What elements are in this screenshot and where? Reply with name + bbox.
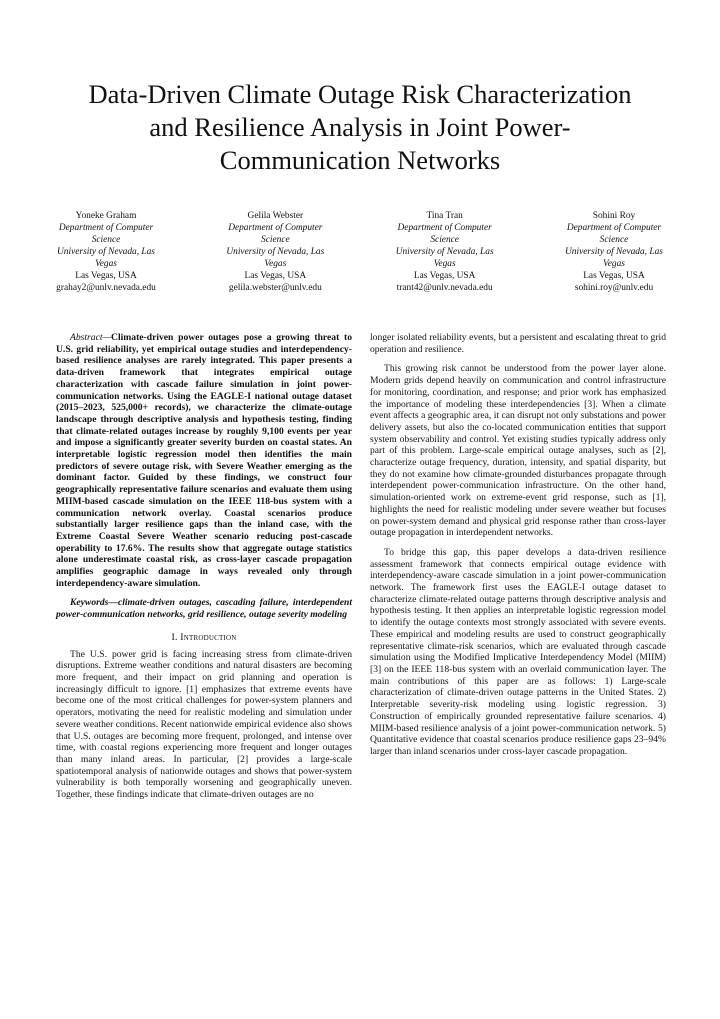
author-email: grahay2@unlv.nevada.edu [56,283,156,293]
section-title: Introduction [180,631,237,643]
author-block [26,210,694,294]
author-email: sohini.roy@unlv.edu [574,283,654,293]
author-department: Department of Computer [228,223,323,233]
section-numeral: I. [171,631,181,643]
author-card [534,210,694,294]
author-university: Vegas [264,259,287,269]
author-card [26,210,186,294]
author-department: Science [430,235,459,245]
author-department: Science [91,235,121,245]
paper-title [40,78,680,177]
author-email: trant42@unlv.nevada.edu [396,283,493,293]
author-department: Department of Computer [566,223,662,233]
intro-paragraph: The U.S. power grid is facing increasing stress from climate-driven disruptions. Extreme weather conditions and natural disasters are becoming more frequent, and their impact on grid planning and operation is increasingly difficult to ignore. [1] emphasizes that extreme events have become one of the most critical challenges for power-system planners and operators, motivating the need for realistic modeling and simulation under severe weather conditions. Recent nationwide empirical evidence also shows that U.S. outages are becoming more frequent, prolonged, and intense over time, with coastal regions experiencing more frequent and longer outages than many inland areas. In particular, [2] provides a large-scale spatiotemporal analysis of nationwide outages and shows that power-system vulnerability is both temporally worsening and geographically uneven. Together, these findings indicate that climate-driven outages are no [56,648,352,801]
author-location: Las Vegas, USA [244,271,307,281]
author-department: Science [261,235,290,245]
intro-paragraph: This growing risk cannot be understood from the power layer alone. Modern grids depend heavily on communication and control infrastructure for monitoring, coordination, and response; and prior work has emphasized the importance of modeling these interdependencies [3]. When a climate event affects a geographic area, it can disrupt not only substations and power delivery assets, but also the co-located communication entities that support system observability and control. Yet existing studies typically address only part of this problem. Large-scale empirical outage analyses, such as [2], characterize outage frequency, duration, intensity, and spatial disparity, but they do not examine how climate-grounded disturbances propagate through interdependent power-communication infrastructure. On the other hand, simulation-oriented work on extreme-event grid response, such as [1], highlights the need for realistic modeling under severe weather but focuses on power-system demand and physical grid response rather than cross-layer outage propagation in interdependent networks. [370,363,666,539]
keywords-label: Keywords— [70,597,118,609]
author-university: Vegas [95,259,117,269]
author-name: Yoneke Graham [75,211,137,221]
title-line: Communication Networks [219,145,501,175]
title-line: and Resilience Analysis in Joint Power- [149,112,571,142]
author-university: University of Nevada, Las [226,247,325,257]
author-department: Department of Computer [58,223,154,233]
author-name: Gelila Webster [247,211,304,221]
abstract-text: Climate-driven power outages pose a growing threat to U.S. grid reliability, yet empirical outage studies and interdependency-based resilience analyses are rarely integrated. This paper presents a data-driven framework that integrates empirical outage characterization with cascade failure simulation in joint power-communication networks. Using the EAGLE-I national outage dataset (2015–2023, 525,000+ records), we characterize the climate-outage landscape through descriptive analysis and hypothesis testing, finding that climate-related outages increase by roughly 9,100 events per year and impose a significantly greater severity burden on coastal states. An interpretable logistic regression model then identifies the main predictors of severe outage risk, with Severe Weather emerging as the dominant factor. Guided by these findings, we construct four geographically representative failure scenarios and evaluate them using MIIM-based cascade simulation on the IEEE 118-bus system with a communication network overlay. Coastal scenarios produce substantially larger resilience gaps than the inland case, with the Extreme Coastal Severe Weather scenario reducing post-cascade operability to 17.6%. The results show that aggregate outage statistics alone underestimate coastal risk, as cross-layer cascade propagation amplifies geographic damage in ways revealed only through interdependency-aware simulation. [56,332,352,589]
right-column [370,332,666,758]
author-university: University of Nevada, Las [395,247,494,257]
author-university: Vegas [603,259,625,269]
author-card [195,210,355,294]
intro-paragraph-continued: longer isolated reliability events, but a persistent and escalating threat to grid operation and resilience. [370,332,666,355]
author-location: Las Vegas, USA [75,271,137,281]
author-university: University of Nevada, Las [565,247,663,257]
left-column [56,332,352,801]
author-university: University of Nevada, Las [57,247,155,257]
author-name: Sohini Roy [592,211,636,221]
author-email: gelila.webster@unlv.edu [228,283,322,293]
keywords [56,597,352,620]
keywords-text: climate-driven outages, cascading failure, interdependent power-communication networks, grid resilience, outage severity modeling [56,597,352,621]
abstract [56,332,352,589]
abstract-label: Abstract— [70,332,112,343]
author-location: Las Vegas, USA [583,271,645,281]
author-university: Vegas [433,259,456,269]
author-card [365,210,525,294]
section-heading-introduction [56,632,352,644]
author-department: Department of Computer [397,223,492,233]
title-line: Data-Driven Climate Outage Risk Characterization [88,79,632,109]
author-department: Science [599,235,629,245]
author-name: Tina Tran [426,211,463,221]
author-location: Las Vegas, USA [413,271,476,281]
intro-paragraph: To bridge this gap, this paper develops a data-driven resilience assessment framework that connects empirical outage evidence with interdependency-aware cascade simulation in a joint power-communication network. The framework first uses the EAGLE-I outage dataset to characterize climate-related outage patterns through descriptive analysis and hypothesis testing. It then applies an interpretable logistic regression model to identify the outage contexts most strongly associated with severe events. These empirical and modeling results are used to construct geographically representative climate-risk scenarios, which are evaluated through cascade simulation using the Modified Implicative Interdependency Model (MIIM) [3] on the IEEE 118-bus system with an overlaid communication layer. The main contributions of this paper are as follows: 1) Large-scale characterization of climate-driven outage patterns in the United States. 2) Interpretable severity-risk modeling using logistic regression. 3) Construction of empirically grounded representative failure scenarios. 4) MIIM-based resilience analysis of a joint power-communication network. 5) Quantitative evidence that coastal scenarios produce resilience gaps 23–94% larger than inland scenarios under cross-layer cascade propagation. [370,546,666,757]
